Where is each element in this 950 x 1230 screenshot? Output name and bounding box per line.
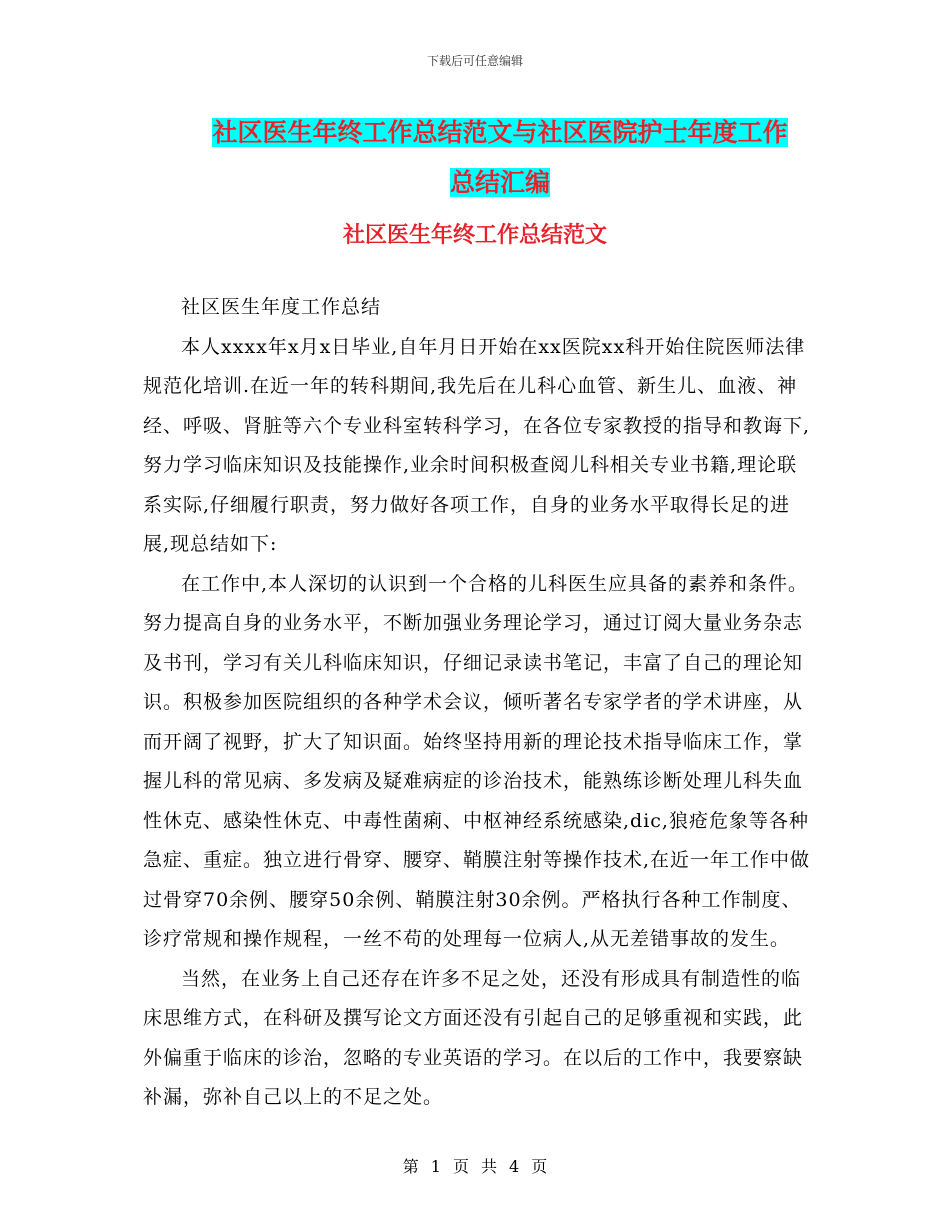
document-title-line-2: 总结汇编 [449,168,550,197]
footer-page-word: 页 [452,1157,469,1176]
footer-suffix: 页 [531,1157,548,1176]
paragraph: 本人xxxx年x月x日毕业,自年月日开始在xx医院xx科开始住院医师法律规范化培训.在近一年的转科期间,我先后在儿科心血管、新生儿、血液、神经、呼吸、肾脏等六个专业科室转科学习，在各位专家教授的指导和教诲下,努力学习临床知识及技能操作,业余时间积极查阅儿科相关专业书籍,理论联系实际,仔细履行职责，努力做好各项工作，自身的业务水平取得长足的进展,现总结如下: [143,335,811,555]
paragraph-subtitle: 社区医生年度工作总结 [181,296,382,318]
section-heading: 社区医生年终工作总结范文 [342,222,607,248]
document-title [150,108,850,208]
footer-total-pages: 4 [509,1157,520,1176]
footer-prefix: 第 [402,1157,419,1176]
page-header-note: 下载后可任意编辑 [426,54,523,68]
document-title-line-1: 社区医生年终工作总结范文与社区医院护士年度工作 [212,118,788,147]
page-number-footer [0,1154,950,1177]
footer-total-prefix: 共 [481,1157,498,1176]
footer-current-page: 1 [430,1157,441,1176]
paragraph: 在工作中,本人深切的认识到一个合格的儿科医生应具备的素养和条件。努力提高自身的业务水平，不断加强业务理论学习，通过订阅大量业务杂志及书刊，学习有关儿科临床知识，仔细记录读书笔记，丰富了自己的理论知识。积极参加医院组织的各种学术会议，倾听著名专家学者的学术讲座，从而开阔了视野，扩大了知识面。始终坚持用新的理论技术指导临床工作，掌握儿科的常见病、多发病及疑难病症的诊治技术，能熟练诊断处理儿科失血性休克、感染性休克、中毒性菌痢、中枢神经系统感染,dic,狼疮危象等各种急症、重症。独立进行骨穿、腰穿、鞘膜注射等操作技术,在近一年工作中做过骨穿70余例、腰穿50余例、鞘膜注射30余例。严格执行各种工作制度、诊疗常规和操作规程，一丝不苟的处理每一位病人,从无差错事故的发生。 [143,572,811,950]
document-body [143,288,811,1118]
paragraph: 当然，在业务上自己还存在许多不足之处，还没有形成具有制造性的临床思维方式，在科研及撰写论文方面还没有引起自己的足够重视和实践，此外偏重于临床的诊治，忽略的专业英语的学习。在以后的工作中，我要察缺补漏，弥补自己以上的不足之处。 [143,967,804,1108]
